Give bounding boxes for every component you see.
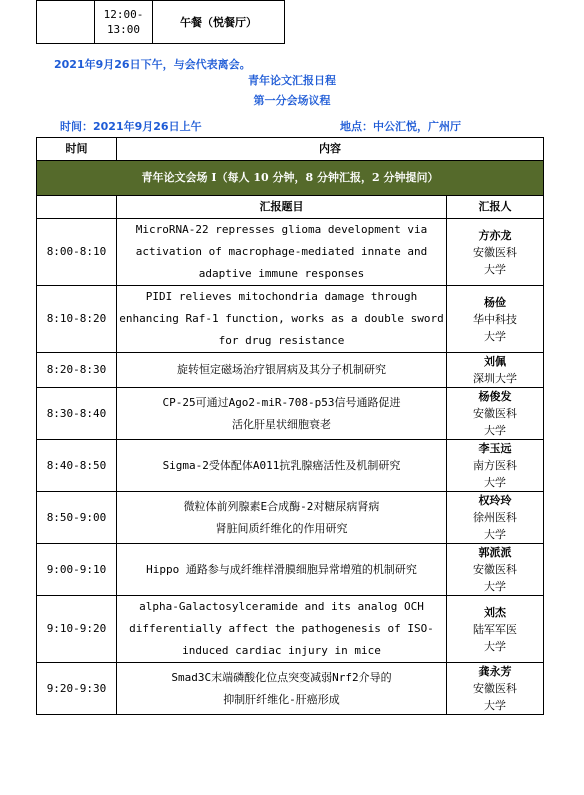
sub-title-header: 汇报题目 — [117, 196, 447, 219]
lunch-empty-cell — [37, 1, 95, 44]
reporter-affiliation: 安徽医科 — [473, 682, 517, 695]
row-title — [117, 596, 447, 663]
row-title-line: enhancing Raf-1 function, works as a double sword — [119, 312, 444, 325]
reporter-affiliation: 大学 — [484, 639, 506, 653]
row-title-line: CP-25可通过Ago2-miR-708-p53信号通路促进 — [162, 395, 401, 409]
row-title — [117, 286, 447, 353]
reporter-affiliation: 安徽医科 — [473, 407, 517, 420]
reporter-affiliation: 大学 — [484, 580, 506, 593]
reporter-name: 龚永芳 — [478, 665, 512, 678]
row-title-line: Sigma-2受体配体A011抗乳腺癌活性及机制研究 — [162, 458, 401, 472]
row-title-line: for drug resistance — [218, 334, 345, 347]
reporter-name: 郭派派 — [478, 546, 512, 559]
reporter-affiliation: 大学 — [484, 699, 506, 712]
row-time: 8:50-9:00 — [37, 492, 117, 544]
row-time: 8:20-8:30 — [37, 353, 117, 388]
agenda-row — [37, 286, 544, 353]
row-title-line: adaptive immune responses — [198, 267, 365, 280]
session-title: 青年论文会场 I（每人 10 分钟，8 分钟汇报，2 分钟提问） — [37, 161, 544, 196]
reporter-affiliation: 深圳大学 — [473, 372, 517, 385]
agenda-row — [37, 663, 544, 715]
lunch-filler — [285, 1, 545, 44]
reporter-name: 杨俭 — [484, 295, 506, 309]
reporter-affiliation: 安徽医科 — [473, 563, 517, 576]
row-time: 8:40-8:50 — [37, 440, 117, 492]
reporter-name: 方亦龙 — [478, 228, 512, 242]
reporter-affiliation: 陆军军医 — [473, 622, 517, 636]
agenda-row — [37, 219, 544, 286]
venue-title: 第一分会场议程 — [253, 94, 331, 107]
agenda-row — [37, 492, 544, 544]
row-reporter — [447, 492, 544, 544]
lunch-row — [36, 0, 544, 44]
row-title — [117, 388, 447, 440]
row-time: 8:10-8:20 — [37, 286, 117, 353]
agenda-row — [37, 353, 544, 388]
reporter-affiliation: 大学 — [484, 329, 506, 343]
row-time: 9:00-9:10 — [37, 544, 117, 596]
row-reporter — [447, 544, 544, 596]
sub-empty-cell — [37, 196, 117, 219]
reporter-affiliation: 安徽医科 — [473, 245, 517, 259]
row-reporter — [447, 440, 544, 492]
reporter-affiliation: 南方医科 — [473, 459, 517, 472]
row-reporter — [447, 219, 544, 286]
row-reporter — [447, 286, 544, 353]
row-reporter — [447, 596, 544, 663]
row-title-line: PIDI relieves mitochondria damage through — [145, 290, 418, 303]
agenda-table — [36, 137, 544, 715]
lunch-time: 12:00- 13:00 — [95, 1, 153, 44]
row-title-line: alpha-Galactosylceramide and its analog OCH — [139, 600, 424, 613]
row-title-line: MicroRNA-22 represses glioma development via — [135, 223, 428, 236]
row-title — [117, 492, 447, 544]
row-title — [117, 663, 447, 715]
reporter-affiliation: 大学 — [484, 476, 506, 489]
agenda-row — [37, 596, 544, 663]
agenda-row — [37, 388, 544, 440]
row-title-line: activation of macrophage-mediated innate and — [135, 245, 428, 258]
col-content-header: 内容 — [117, 138, 544, 161]
row-title — [117, 219, 447, 286]
reporter-name: 刘杰 — [484, 605, 506, 619]
sub-reporter-header: 汇报人 — [447, 196, 544, 219]
row-title — [117, 440, 447, 492]
lunch-label: 午餐（悦餐厅） — [153, 1, 285, 44]
agenda-row — [37, 544, 544, 596]
row-title — [117, 544, 447, 596]
row-reporter — [447, 353, 544, 388]
row-title-line: 旋转恒定磁场治疗银屑病及其分子机制研究 — [177, 363, 386, 376]
reporter-name: 李玉远 — [478, 442, 512, 455]
row-reporter — [447, 388, 544, 440]
reporter-affiliation: 大学 — [484, 424, 506, 437]
reporter-affiliation: 大学 — [484, 528, 506, 541]
row-time: 9:10-9:20 — [37, 596, 117, 663]
row-time: 9:20-9:30 — [37, 663, 117, 715]
row-title-line: Hippo 通路参与成纤维样滑膜细胞异常增殖的机制研究 — [146, 562, 417, 576]
row-title-line: Smad3C末端磷酸化位点突变减弱Nrf2介导的 — [171, 670, 392, 684]
reporter-name: 刘佩 — [484, 355, 506, 368]
reporter-name: 杨俊发 — [478, 390, 512, 403]
row-time: 8:30-8:40 — [37, 388, 117, 440]
reporter-affiliation: 徐州医科 — [473, 511, 517, 524]
row-time: 8:00-8:10 — [37, 219, 117, 286]
reporter-name: 权玲玲 — [478, 494, 512, 507]
row-title-line: differentially affect the pathogenesis of ISO- — [129, 622, 434, 635]
row-reporter — [447, 663, 544, 715]
row-title-line: 微粒体前列腺素E合成酶-2对糖尿病肾病 — [183, 499, 380, 513]
schedule-title: 青年论文汇报日程 — [248, 74, 336, 87]
location-info: 地点：中公汇悦，广州厅 — [340, 120, 461, 133]
time-info: 时间：2021年9月26日上午 — [60, 120, 202, 133]
departure-note: 2021年9月26日下午，与会代表离会。 — [54, 58, 251, 71]
col-time-header: 时间 — [37, 138, 117, 161]
row-title — [117, 353, 447, 388]
row-title-line: 活化肝星状细胞衰老 — [232, 417, 331, 431]
row-title-line: 抑制肝纤维化-肝癌形成 — [223, 692, 340, 706]
row-title-line: 肾脏间质纤维化的作用研究 — [215, 521, 348, 535]
agenda-row — [37, 440, 544, 492]
reporter-affiliation: 华中科技 — [473, 312, 517, 326]
reporter-affiliation: 大学 — [484, 262, 506, 276]
row-title-line: induced cardiac injury in mice — [182, 644, 381, 657]
